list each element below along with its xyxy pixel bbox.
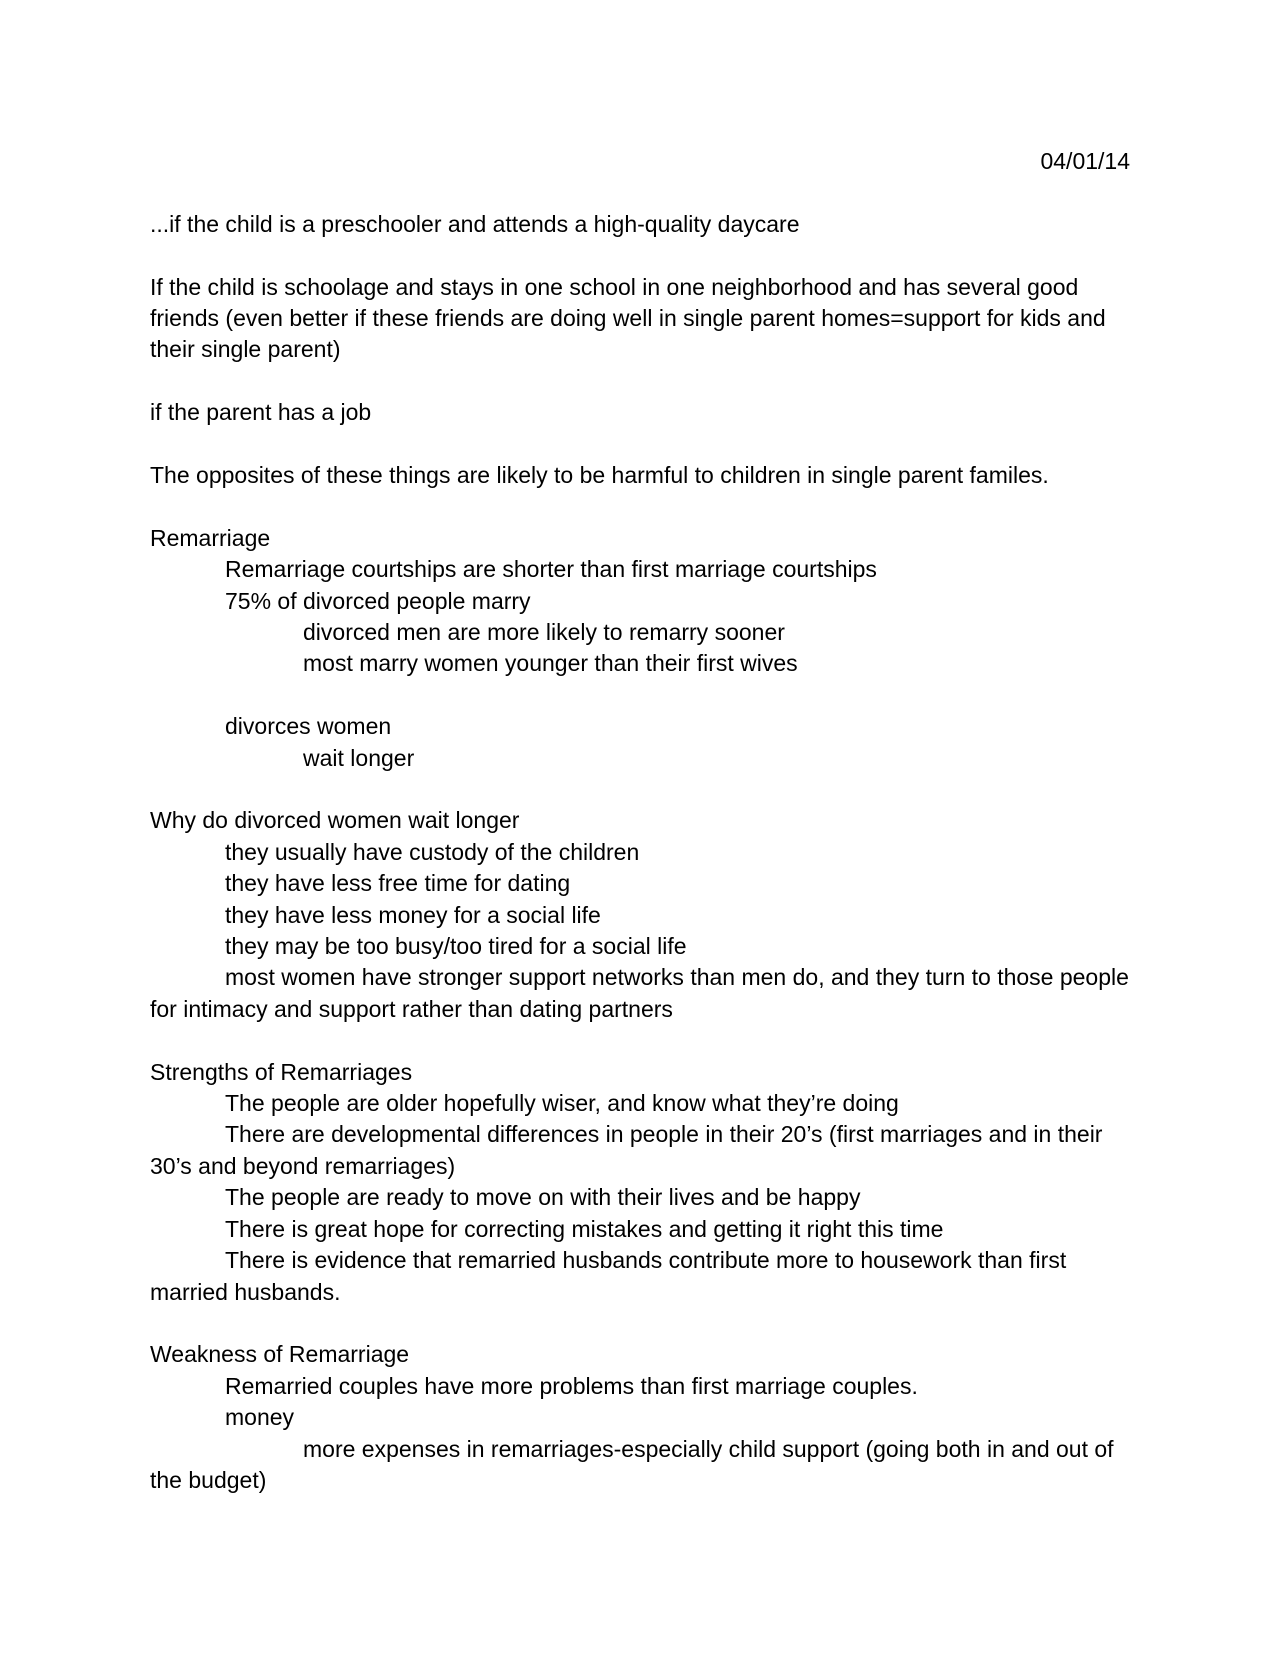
paragraph: they have less money for a social life <box>225 901 601 928</box>
paragraph: most marry women younger than their first wives <box>303 650 798 677</box>
blank-line <box>150 774 1130 805</box>
paragraph: more expenses in remarriages-especially child support (going both in and out of the budget) <box>150 1435 1120 1493</box>
paragraph: they usually have custody of the children <box>225 838 640 865</box>
paragraph: Weakness of Remarriage <box>150 1341 410 1368</box>
paragraph: If the child is schoolage and stays in one school in one neighborhood and has several good friends (even better if these friends are doing well in single parent homes=support for kids and their single parent) <box>150 273 1113 363</box>
blank-line <box>150 240 1130 271</box>
paragraph: Strengths of Remarriages <box>150 1058 413 1085</box>
paragraph: Remarriage <box>150 524 271 551</box>
paragraph: There is great hope for correcting mistakes and getting it right this time <box>225 1215 944 1242</box>
paragraph: The opposites of these things are likely to be harmful to children in single parent familes. <box>150 462 1049 488</box>
blank-line <box>150 680 1130 711</box>
paragraph: they may be too busy/too tired for a social life <box>225 933 687 960</box>
paragraph: Why do divorced women wait longer <box>150 807 520 834</box>
paragraph: ...if the child is a preschooler and attends a high-quality daycare <box>150 210 800 237</box>
blank-line <box>150 429 1130 460</box>
blank-line <box>150 366 1130 397</box>
blank-line <box>150 177 1130 208</box>
document-body <box>150 177 1136 1496</box>
paragraph: There is evidence that remarried husbands contribute more to housework than first married husbands. <box>150 1247 1073 1305</box>
paragraph: The people are older hopefully wiser, and know what they’re doing <box>225 1090 899 1117</box>
paragraph: wait longer <box>303 744 415 771</box>
paragraph: 75% of divorced people marry <box>225 587 531 614</box>
paragraph: Remarriage courtships are shorter than first marriage courtships <box>225 556 877 583</box>
paragraph: if the parent has a job <box>150 399 372 426</box>
blank-line <box>150 1025 1130 1056</box>
paragraph: divorces women <box>225 713 392 740</box>
paragraph: money <box>225 1404 295 1431</box>
paragraph: divorced men are more likely to remarry sooner <box>303 619 785 646</box>
blank-line <box>150 491 1130 522</box>
paragraph: they have less free time for dating <box>225 870 571 897</box>
paragraph: most women have stronger support networks than men do, and they turn to those people for intimacy and support rather than dating partners <box>150 964 1136 1022</box>
paragraph: There are developmental differences in people in their 20’s (first marriages and in their 30’s and beyond remarriages) <box>150 1121 1109 1179</box>
paragraph: The people are ready to move on with their lives and be happy <box>225 1184 861 1211</box>
paragraph: Remarried couples have more problems than first marriage couples. <box>225 1372 918 1399</box>
blank-line <box>150 1308 1130 1339</box>
document-date: 04/01/14 <box>1040 148 1130 174</box>
